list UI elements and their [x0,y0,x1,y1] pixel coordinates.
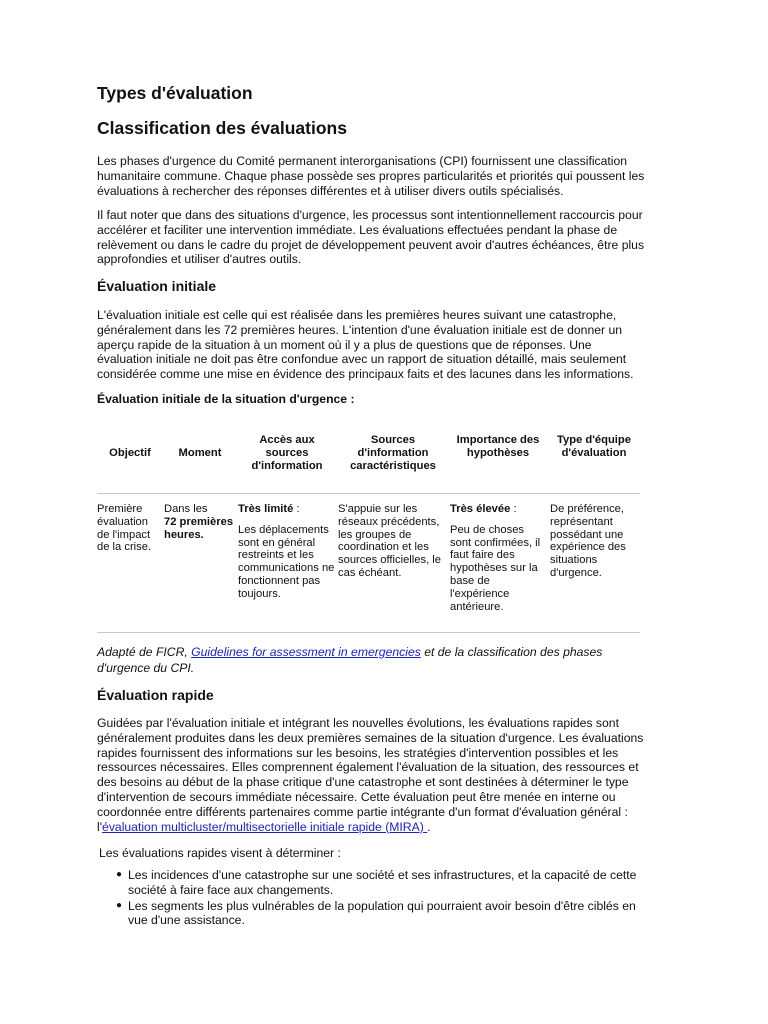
cell-sources: S'appuie sur les réseaux précédents, les groupes de coordination et les sources officielles, le cas échéant. [338,503,442,579]
list-item [97,899,657,929]
cell-acces-text: Les déplacements sont en général restreints et les communications ne fonctionnent pas toujours. [238,523,335,600]
rapid-paragraph-text: Guidées par l'évaluation initiale et intégrant les nouvelles évolutions, les évaluations rapides sont généralement produites dans les deux premières semaines de la situation d'urgence. Les évaluations rapides fournissent des informations sur les besoins, les stratégies d'intervention possibles et les ressources nécessaires. Elles comprennent également l'évaluation de la situation, des ressources et des besoins au début de la phase critique d'une catastrophe et sont destinées à déterminer le type d'intervention de secours immédiate nécessaire. Cette évaluation peut être menée en interne ou coordonnée entre différents partenaires comme partie intégrante d'un format d'évaluation général : l' [97,716,644,834]
guidelines-link[interactable]: Guidelines for assessment in emergencies [191,645,421,659]
list-item [97,868,657,898]
rapid-paragraph-end: . [427,819,431,834]
section-title: Classification des évaluations [97,118,347,138]
cell-importance-suffix: : [510,503,517,515]
table-header-sources: Sources d'information caractéristiques [350,434,436,472]
cell-moment [164,503,240,541]
table-divider-bottom [97,632,640,633]
initial-assessment-heading: Évaluation initiale [97,278,217,294]
page-title: Types d'évaluation [97,83,253,103]
bullet-icon: ● [116,869,123,880]
intro-paragraph-1: Les phases d'urgence du Comité permanent interorganisations (CPI) fournissent une classification humanitaire commune. Chaque phase possède ses propres particularités et priorités qui poussent les évaluations à rechercher des réponses différentes et à utiliser divers outils spécialisés. [97,154,645,198]
rapid-assessment-paragraph [97,716,647,834]
rapid-bullet-list [97,868,657,929]
cell-moment-text: Dans les [164,503,208,515]
cell-type: De préférence, représentant possédant une expérience des situations d'urgence. [550,503,626,579]
table-caption [97,644,647,676]
rapid-lead: Les évaluations rapides visent à déterminer : [99,846,341,860]
table-header-moment: Moment [178,447,222,459]
intro-paragraph-2: Il faut noter que dans des situations d'urgence, les processus sont intentionnellement raccourcis pour accélérer et faciliter une intervention immédiate. Les évaluations effectuées pendant la phase de relèvement ou dans le cadre du projet de développement peuvent avoir d'autres échéances, être plus approfondies et utiliser d'autres outils. [97,208,645,267]
cell-moment-bold: 72 premières heures. [164,515,234,541]
cell-importance-bold: Très élevée [450,503,511,515]
cell-importance [450,503,546,613]
table-header-objectif: Objectif [109,447,151,459]
list-item-text: Les segments les plus vulnérables de la population qui pourraient avoir besoin d'être ciblés en vue d'une assistance. [128,898,636,928]
table-divider-top [97,493,640,494]
bullet-icon: ● [116,899,123,911]
caption-prefix: Adapté de FICR, [97,645,192,659]
cell-acces [238,503,336,601]
table-title: Évaluation initiale de la situation d'urgence : [97,392,355,406]
initial-assessment-paragraph: L'évaluation initiale est celle qui est réalisée dans les premières heures suivant une catastrophe, généralement dans les 72 premières heures. L'intention d'une évaluation initiale est de donner un aperçu rapide de la situation à un moment où il y a plus de questions que de réponses. Une évaluation initiale ne doit pas être confondue avec un rapport de situation détaillé, mais seulement considérée comme une mise en évidence des principaux faits et des lacunes dans les informations. [97,308,634,382]
cell-acces-bold: Très limité [238,503,294,515]
table-header-acces: Accès aux sources d'information [251,434,323,472]
caption-suffix: et de la classification des phases d'urgence du CPI. [97,645,603,675]
mira-link[interactable]: évaluation multicluster/multisectorielle initiale rapide (MIRA) [102,819,428,834]
cell-objectif: Première évaluation de l'impact de la crise. [97,503,152,554]
table-header-type: Type d'équipe d'évaluation [557,434,631,459]
rapid-assessment-heading: Évaluation rapide [97,687,214,703]
table-header-importance: Importance des hypothèses [456,434,540,459]
cell-acces-suffix: : [293,503,300,515]
cell-importance-text: Peu de choses sont confirmées, il faut faire des hypothèses sur la base de l'expérience antérieure. [450,523,541,613]
list-item-text: Les incidences d'une catastrophe sur une société et ses infrastructures, et la capacité de cette société à faire face aux changements. [128,868,637,897]
